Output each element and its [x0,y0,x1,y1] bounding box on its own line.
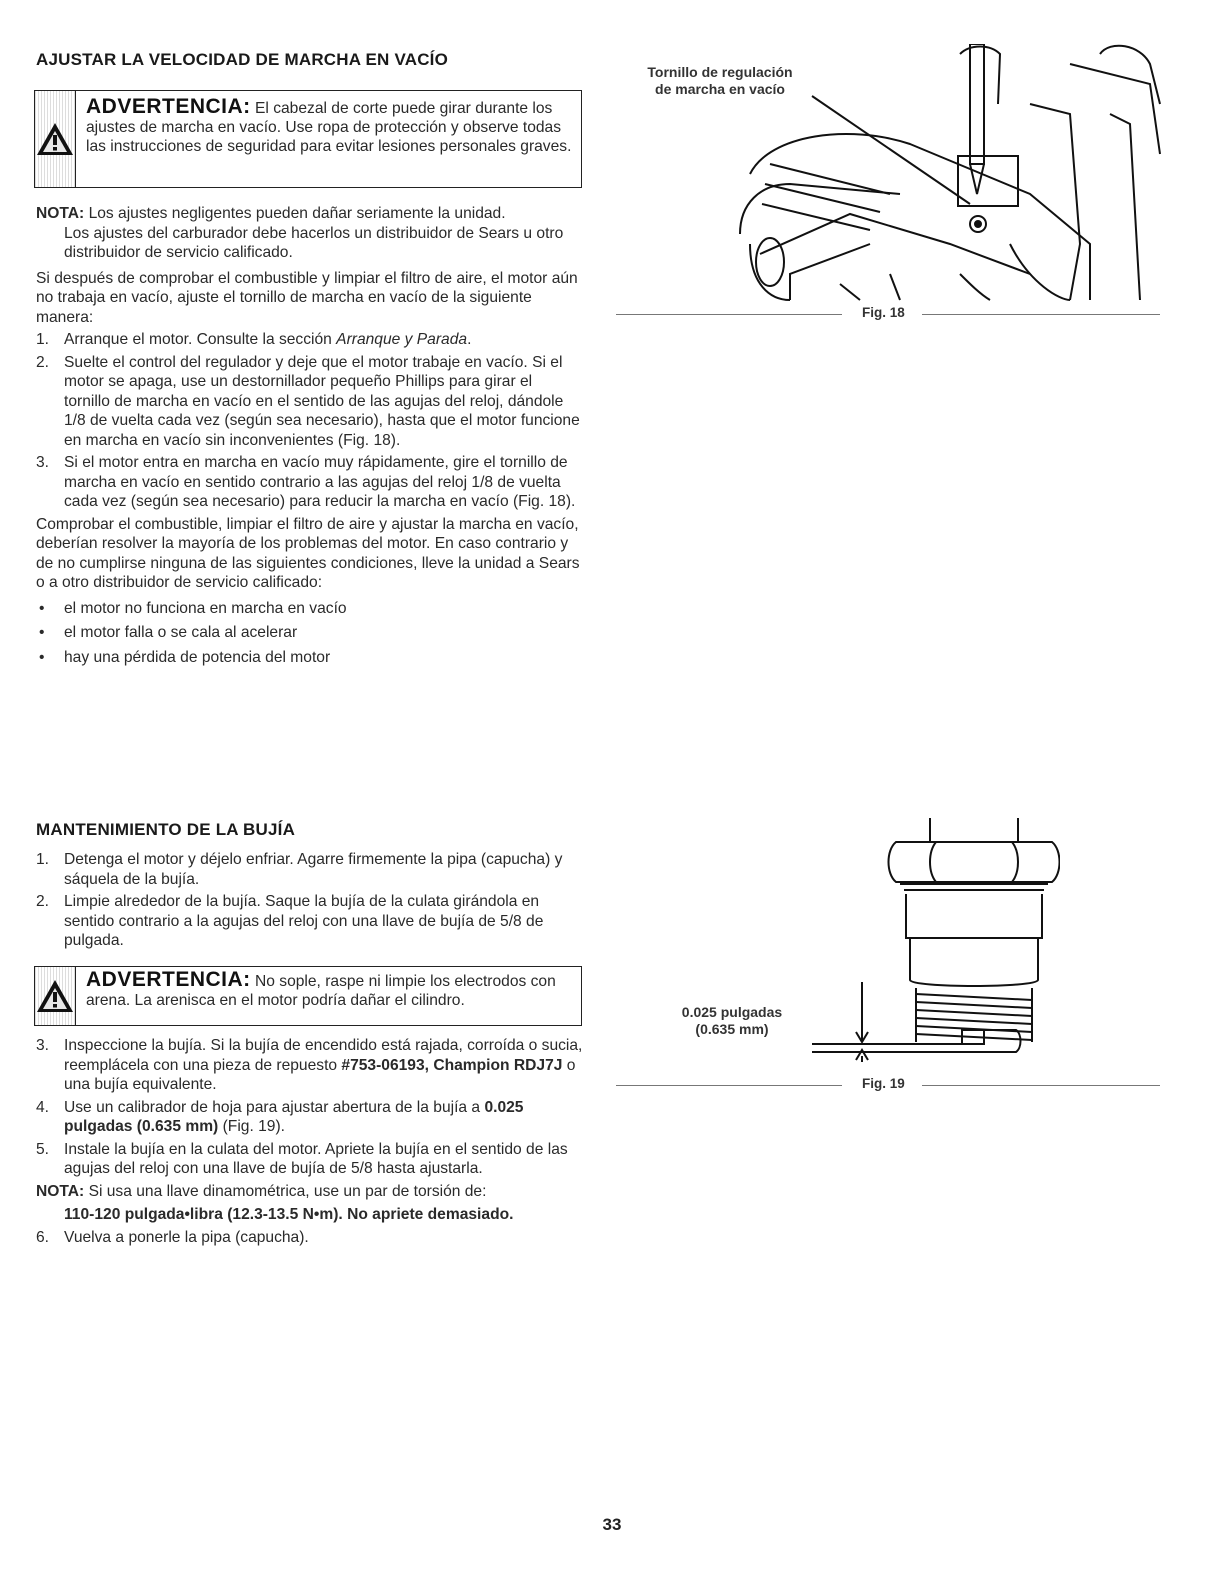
note-text: Los ajustes negligentes pueden dañar seriamente la unidad. [88,205,506,222]
fig19-rule-right [922,1085,1160,1086]
fig18-rule-left [616,314,842,315]
gap-line-2: (0.635 mm) [695,1021,769,1037]
warning-icon-cell [35,967,76,1025]
step-text-end: o una bujía equivalente. [64,1056,576,1093]
fig18-carburetor-illustration [730,44,1166,306]
step-text: Use un calibrador de hoja para ajustar abertura de la bujía a [64,1098,485,1116]
list-item: • hay una pérdida de potencia del motor [36,648,582,668]
note-torque [36,1182,588,1202]
warning-body [76,967,581,1025]
torque-value: 110-120 pulgada•libra (12.3-13.5 N•m). No apriete demasiado. [64,1206,514,1223]
step-text: Vuelva a ponerle la pipa (capucha). [64,1228,309,1246]
step-number: 2. [36,353,50,371]
step-number: 2. [36,893,50,910]
note-label: NOTA: [36,205,85,222]
step-text: Si el motor entra en marcha en vacío muy rápidamente, gire el tornillo de marcha en vacío en sentido contrario a las agujas del reloj 1/8 de vuelta cada vez (según sea necesario) para reducir la marcha en vacío (Fig. 18). [64,454,576,510]
warning-box-spark-plug [34,966,582,1026]
spark-plug-steps-2 [36,1036,588,1179]
fig19-rule-left [616,1085,842,1086]
fig19-spark-plug-illustration [800,812,1060,1062]
list-item [36,453,582,512]
list-item [36,1140,588,1179]
list-item [36,850,582,889]
step-number: 1. [36,851,50,868]
list-item [36,330,582,350]
fig18-rule-right [922,314,1160,315]
step-number: 3. [36,454,50,471]
step-text: Detenga el motor y déjelo enfriar. Agarre firmemente la pipa (capucha) y sáquela de la bujía. [64,851,563,888]
section2-steps-bottom [36,1036,588,1250]
fig19-gap-label [664,1004,800,1038]
step-text: Limpie alrededor de la bujía. Saque la bujía de la culata girándola en sentido contrario a la agujas del reloj con una llave de bujía de 5/8 de pulgada. [64,893,544,949]
step-text-end: . [467,331,472,348]
step-number: 4. [36,1098,50,1116]
note-text: Si usa una llave dinamométrica, use un par de torsión de: [88,1182,487,1200]
warning-triangle-icon [35,978,75,1014]
step-text: Suelte el control del regulador y deje que el motor trabaje en vacío. Si el motor se apaga, use un destornillador pequeño Phillips para girar el tornillo de marcha en vacío en el sentido de las agujas del reloj, dándole 1/8 de vuelta cada vez (según sea necesario), hasta que el motor funcione en marcha en vacío sin inconvenientes (Fig. 18). [64,353,580,449]
list-item: • el motor no funciona en marcha en vacío [36,599,582,619]
section-title-idle: AJUSTAR LA VELOCIDAD DE MARCHA EN VACÍO [36,50,449,69]
spark-plug-steps-3 [36,1228,588,1248]
idle-steps [36,330,582,512]
step-number: 3. [36,1037,50,1054]
summary-paragraph: Comprobar el combustible, limpiar el filtro de aire y ajustar la marcha en vacío, deberían resolver la mayoría de los problemas del motor. En caso contrario y de no cumplirse ninguna de las siguientes condiciones, lleve la unidad a Sears o a otro distribuidor de servicio calificado: [36,515,580,591]
warning-triangle-icon [35,121,75,157]
section2-steps-top [36,850,582,954]
warning-text: No sople, raspe ni limpie los electrodos con arena. La arenisca en el motor podría dañar el cilindro. [86,973,556,1009]
list-item [36,1036,588,1095]
warning-body [76,91,581,187]
warning-title: ADVERTENCIA: [86,95,251,118]
page-number: 33 [602,1515,622,1534]
step-reference: Arranque y Parada [336,331,468,348]
step-text: Inspeccione la bujía. Si la bujía de encendido está rajada, corroída o sucia, reemplácela con una pieza de repuesto [64,1037,583,1074]
list-item [36,1098,588,1137]
step-text: Instale la bujía en la culata del motor. Apriete la bujía en el sentido de las agujas del reloj con una llave de bujía de 5/8 hasta ajustarla. [64,1140,568,1177]
warning-text: El cabezal de corte puede girar durante los ajustes de marcha en vacío. Use ropa de protección y observe todas las instrucciones de seguridad para evitar lesiones personales graves. [86,100,572,155]
note-text-2: Los ajustes del carburador debe hacerlos un distribuidor de Sears u otro distribuidor de servicio calificado. [64,224,564,261]
list-item [36,1228,588,1248]
section-title-spark-plug: MANTENIMIENTO DE LA BUJÍA [36,820,296,839]
warning-icon-cell [35,91,76,187]
warning-box-idle [34,90,582,188]
step-number: 6. [36,1228,50,1246]
gap-line-1: 0.025 pulgadas [681,1004,783,1020]
list-item [36,353,582,451]
callout-line-2: de marcha en vacío [655,81,785,97]
intro-paragraph: Si después de comprobar el combustible y limpiar el filtro de aire, el motor aún no trabaja en vacío, ajuste el tornillo de marcha en vacío de la siguiente manera: [36,269,578,326]
warning-title: ADVERTENCIA: [86,968,251,991]
callout-line-1: Tornillo de regulación [647,64,793,80]
gap-value: 0.025 pulgadas (0.635 mm) [64,1098,524,1135]
note-idle [36,204,582,224]
spark-plug-steps-1 [36,850,582,951]
step-number: 5. [36,1140,50,1158]
fig18-caption: Fig. 18 [862,305,905,320]
condition-bullets [36,599,582,668]
list-item: • el motor falla o se cala al acelerar [36,623,582,643]
step-text-end: (Fig. 19). [218,1118,285,1135]
note-label: NOTA: [36,1182,85,1200]
fig19-caption: Fig. 19 [862,1076,905,1091]
step-number: 1. [36,331,50,348]
step-text: Arranque el motor. Consulte la sección [64,331,337,348]
section1-body [36,204,582,672]
part-number: #753-06193, Champion RDJ7J [341,1056,563,1074]
list-item [36,892,582,951]
